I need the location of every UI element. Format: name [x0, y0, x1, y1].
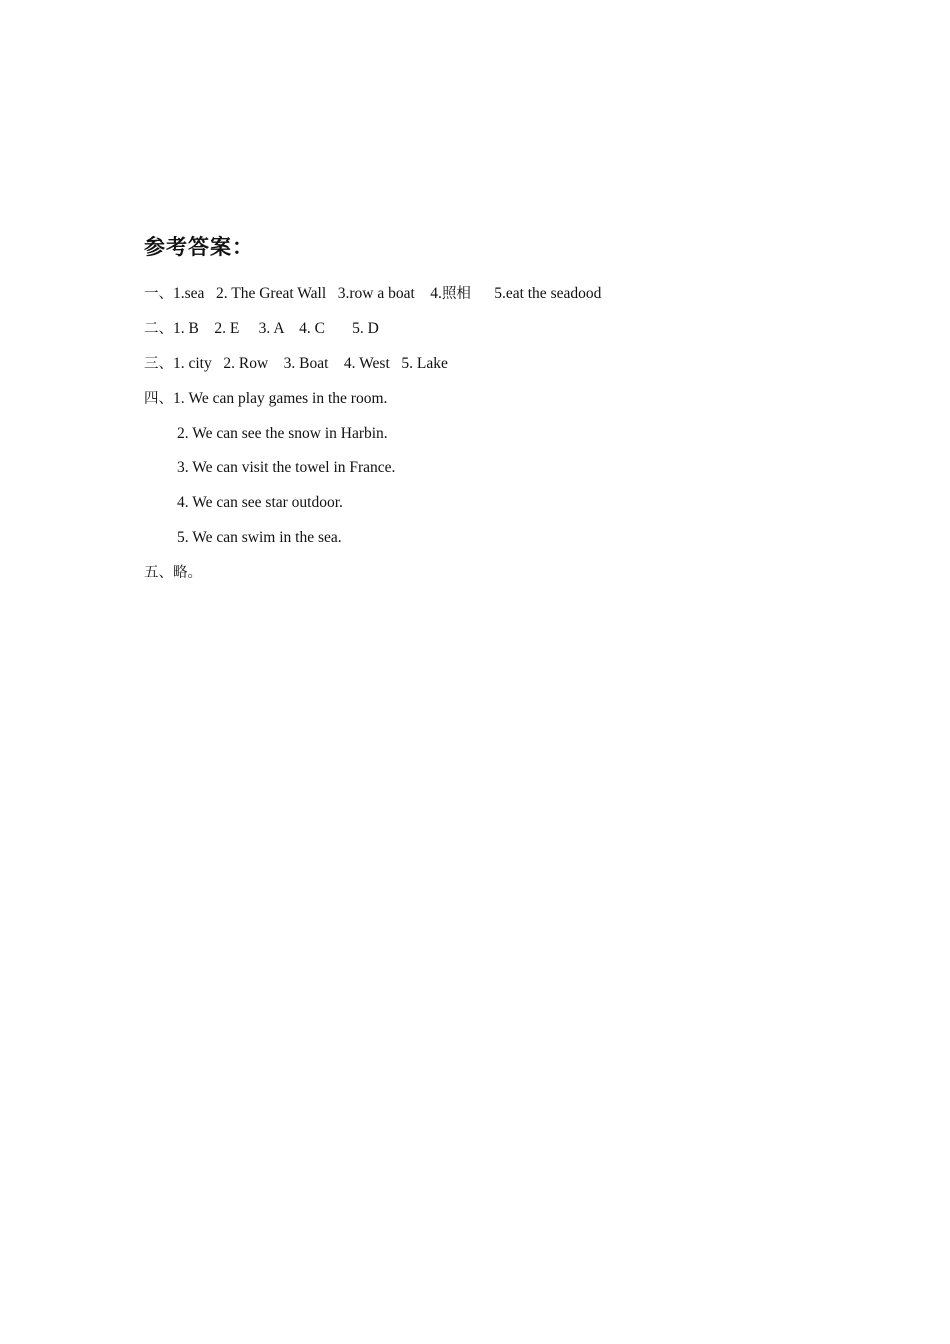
section-2-marker: 二、	[144, 321, 173, 337]
page-title: 参考答案：	[144, 235, 254, 259]
section-1-answers-cn: 照相	[441, 286, 471, 302]
section-4-item-1: 1. We can play games in the room.	[173, 390, 388, 407]
section-4-item-4: 4. We can see star outdoor.	[177, 494, 343, 511]
section-1-answers-part2: 5.eat the seadood	[470, 285, 602, 302]
section-1-marker: 一、	[144, 286, 173, 302]
section-5-marker: 五、	[144, 565, 173, 581]
section-4-item-2: 2. We can see the snow in Harbin.	[177, 425, 388, 442]
section-1-line	[144, 284, 601, 304]
section-3-marker: 三、	[144, 356, 173, 372]
section-3-line	[144, 354, 448, 374]
section-4-marker: 四、	[144, 391, 173, 407]
section-4-line	[144, 389, 387, 409]
section-1-answers-part1: 1.sea 2. The Great Wall 3.row a boat 4.	[173, 285, 442, 302]
section-4-item-5: 5. We can swim in the sea.	[177, 529, 342, 546]
section-2-line	[144, 319, 379, 339]
section-4-item-3: 3. We can visit the towel in France.	[177, 459, 396, 476]
section-5-answer: 略。	[173, 565, 202, 581]
section-3-answers: 1. city 2. Row 3. Boat 4. West 5. Lake	[173, 355, 448, 372]
section-2-answers: 1. B 2. E 3. A 4. C 5. D	[173, 320, 379, 337]
section-5-line	[144, 563, 202, 583]
